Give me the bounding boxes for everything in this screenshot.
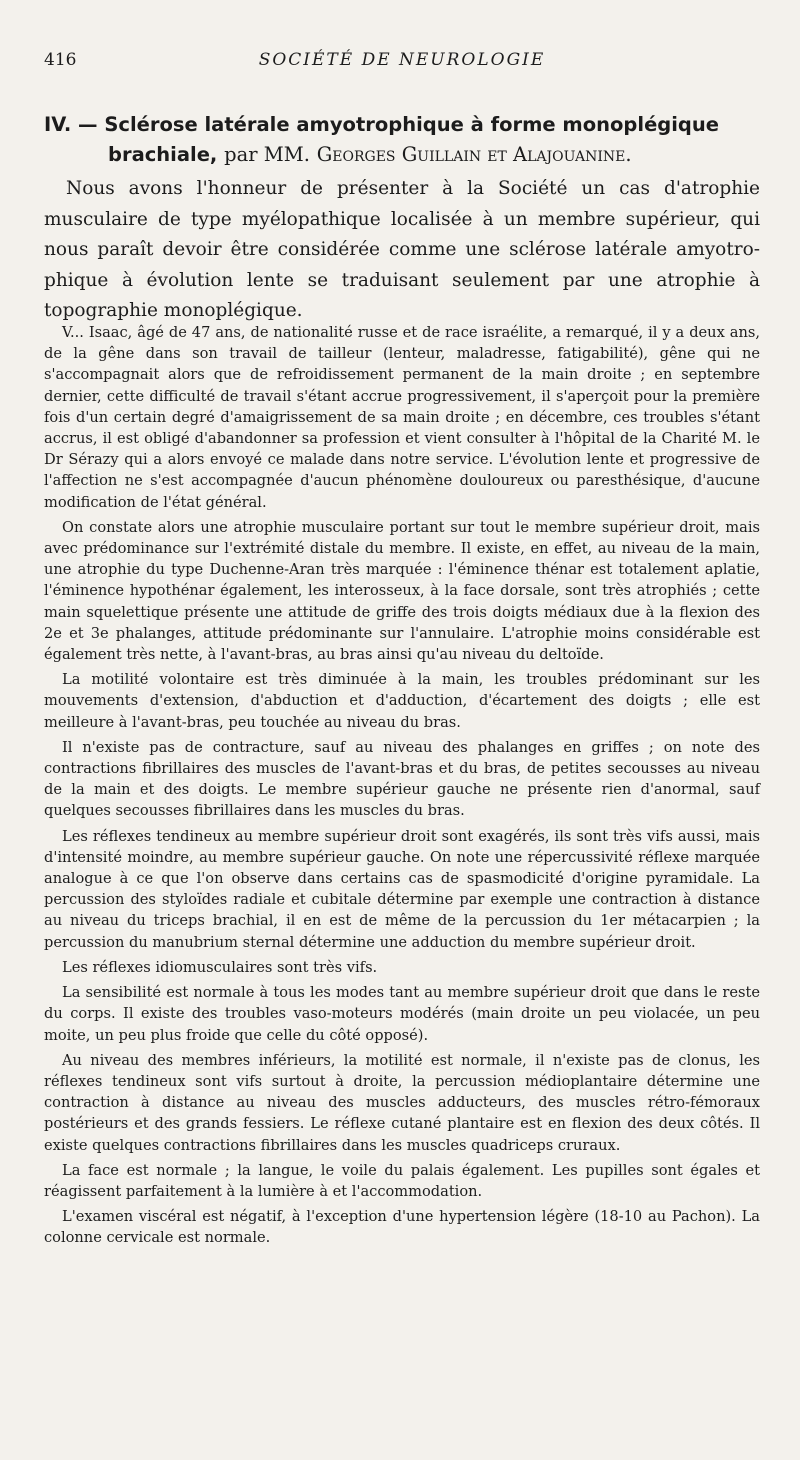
intro-line: phique à évolution lente se traduisant seulement par une atrophie à [44,269,760,291]
paragraph-motility: La motilité volontaire est très diminuée à la main, les troubles prédominant sur les mouvements d'extension, d'abduction et d'adduction, d'écartement des doigts ; elle est meilleure à l'avant-bras, peu touchée au niveau du bras. [44,671,760,731]
paragraph-atrophy: On constate alors une atrophie musculaire portant sur tout le membre supérieur droit, mais avec prédominance sur l'extrémité distale du membre. Il existe, en effet, au niveau de la main, une atrophie du type Duchenne-Aran très marquée : l'éminence thénar est totalement aplatie, l'éminence hypothénar également, les interosseux, à la face dorsale, sont très atrophiés ; cette main squelettique présente une attitude de griffe des trois doigts médiaux due à la flexion des 2e et 3e phalanges, attitude prédominante sur l'annulaire. L'atrophie moins considérable est également très nette, à l'avant-bras, au bras ainsi qu'au niveau du deltoïde. [44,518,760,664]
article-heading [44,110,760,170]
intro-line: topographie monoplégique. [44,300,303,321]
paragraph-idiomuscular: Les réflexes idiomusculaires sont très vifs. [62,958,378,976]
running-header [44,50,760,74]
page-number: 416 [44,50,77,70]
paragraph-contracture: Il n'existe pas de contracture, sauf au niveau des phalanges en griffes ; on note des contractions fibrillaires des muscles de l'avant-bras et du bras, de petites secousses au niveau de la main et des doigts. Le membre supérieur gauche ne présente rien d'anormal, sauf quelques secousses fibrillaires dans les muscles du bras. [44,738,760,820]
paragraph-visceral: L'examen viscéral est négatif, à l'exception d'une hypertension légère (18-10 au Pachon). La colonne cervicale est normale. [44,1208,760,1247]
article-number: IV. [44,113,72,136]
paragraph-reflexes: Les réflexes tendineux au membre supérieur droit sont exagérés, ils sont très vifs aussi, mais d'intensité moindre, au membre supérieur gauche. On note une répercussivité réflexe marquée analogue à ce que l'on observe dans certains cas de spasmodicité d'origine pyramidale. La percussion des styloïdes radiale et cubitale détermine par exemple une contraction à distance au niveau du triceps brachial, il en est de même de la percussion du 1er métacarpien ; la percussion du manubrium sternal détermine une adduction du membre supérieur droit. [44,827,760,951]
heading-line-2 [44,140,760,170]
article-authors: Georges Guillain et Alajouanine. [316,143,632,166]
paragraph-history: V... Isaac, âgé de 47 ans, de nationalité russe et de race israélite, a remarqué, il y a deux ans, de la gêne dans son travail de tailleur (lenteur, maladresse, fatigabilité), gêne qui ne s'accompagnait alors que de refroidissement permanent de la main droite ; en septembre dernier, cette difficulté de travail s'étant accrue progressivement, il s'aperçoit pour la première fois d'un certain degré d'amaigrissement de sa main droite ; en décembre, ces troubles s'étant accrus, il est obligé d'abandonner sa profession et vient consulter à l'hôpital de la Charité M. le Dr Sérazy qui a alors envoyé ce malade dans notre service. L'évolution lente et progressive de l'affection ne s'est accompagnée d'aucun phénomène douloureux ou paresthésique, d'aucune modification de l'état général. [44,324,760,511]
paragraph-face: La face est normale ; la langue, le voile du palais également. Les pupilles sont égales et réagissent parfaitement à la lumière à et l'accommodation. [44,1161,760,1200]
heading-line-1 [44,110,760,140]
case-report-body [44,322,760,1253]
article-dash: — [78,113,98,136]
article-byline-prefix: par MM. [224,143,310,166]
article-title-continued: brachiale, [108,143,218,166]
paragraph-lower-limbs: Au niveau des membres inférieurs, la motilité est normale, il n'existe pas de clonus, les réflexes tendineux sont vifs surtout à droite, la percussion médioplantaire détermine une contraction à distance au niveau des muscles adducteurs, des muscles rétro-fémoraux postérieurs et des grands fessiers. Le réflexe cutané plantaire est en flexion des deux côtés. Il existe quelques contractions fibrillaires dans les muscles quadriceps cruraux. [44,1051,760,1154]
running-title: SOCIÉTÉ DE NEUROLOGIE [258,50,546,70]
intro-paragraph [44,174,760,327]
intro-line: musculaire de type myélopathique localisée à un membre supérieur, qui [44,208,760,230]
paragraph-sensibility: La sensibilité est normale à tous les modes tant au membre supérieur droit que dans le reste du corps. Il existe des troubles vaso-moteurs modérés (main droite un peu violacée, un peu moite, un peu plus froide que celle du côté opposé). [44,984,760,1044]
intro-line: Nous avons l'honneur de présenter à la Société un cas d'atrophie [66,178,760,199]
intro-line: nous paraît devoir être considérée comme une sclérose latérale amyotro- [44,239,760,260]
article-title: Sclérose latérale amyotrophique à forme monoplégique [104,113,720,136]
